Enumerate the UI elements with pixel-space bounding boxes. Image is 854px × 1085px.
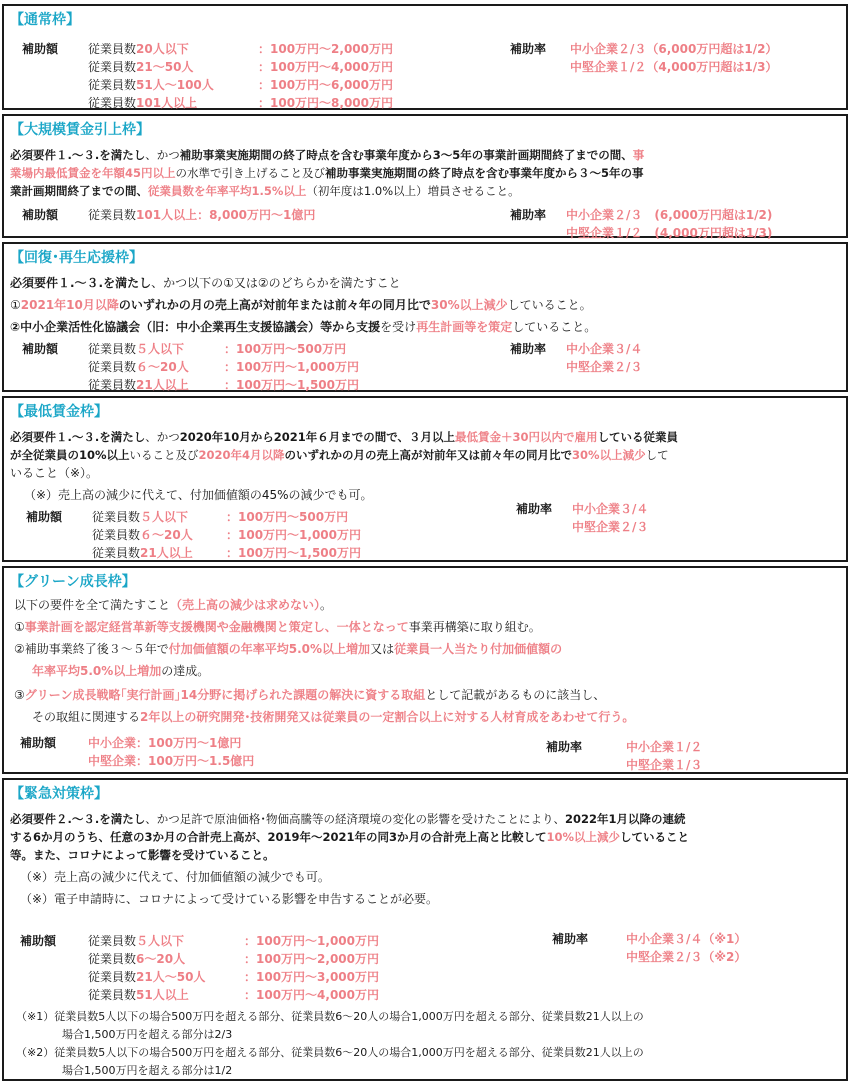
requirement-line-4: 年率平均5.0%以上増加の達成。 (32, 664, 210, 678)
rate-row-2: 中堅企業１/２ (4,000万円超は1/3) (566, 226, 773, 240)
employee-row-3: 従業員数21人以上 (88, 378, 189, 392)
subsidy-amount-label: 補助額 (20, 934, 57, 948)
requirement-line-6: その取組に関連する2年以上の研究開発･技術開発又は従業員の一定割合以上に対する人材育成をあわせて行う。 (32, 710, 635, 724)
section-large-wage-increase (2, 114, 848, 238)
employee-row-1: 従業員数５人以下 (92, 510, 189, 524)
note-line-1: （※）売上高の減少に代えて、付加価値額の減少でも可。 (20, 870, 330, 884)
requirement-line-3: ②中小企業活性化協議会（旧：中小企業再生支援協議会）等から支援を受け再生計画等を策定していること。 (10, 320, 597, 334)
section-title: 【大規模賃金引上枠】 (10, 122, 150, 138)
section-minimum-wage (2, 396, 848, 562)
section-title: 【緊急対策枠】 (10, 786, 108, 802)
requirement-line-2: する6か月のうち、任意の3か月の合計売上高が、2019年～2021年の同3か月の合計売上高と比較して10%以上減少していること (10, 830, 690, 844)
section-emergency (2, 778, 848, 1081)
employee-row-2: 従業員数6～20人 (88, 952, 186, 966)
amount-row-2: 中堅企業：100万円～1.5億円 (88, 754, 255, 768)
rate-row-1: 中小企業２/３（6,000万円超は1/2） (570, 42, 778, 56)
amount-row-1: ：100万円～500万円 (226, 510, 349, 524)
rate-row-2: 中堅企業２/３ (566, 360, 643, 374)
requirement-line-2: ①事業計画を認定経営革新等支援機関や金融機関と策定し、一体となって事業再構築に取り組む。 (14, 620, 541, 634)
section-regular (2, 4, 848, 110)
footnote-2-line-1: （※2）従業員数5人以下の場合500万円を超える部分、従業員数6～20人の場合1,000万円を超える部分、従業員数21人以上の (16, 1046, 644, 1059)
requirement-line-3: 等。また、コロナによって影響を受けていること。 (10, 848, 275, 862)
section-title: 【最低賃金枠】 (10, 404, 108, 420)
requirement-line-1: 必須要件２.～３.を満たし、かつ足許で原油価格･物価高騰等の経済環境の変化の影響を受けたことにより、2022年1月以降の連続 (10, 812, 686, 826)
subsidy-rate-label: 補助率 (510, 208, 547, 222)
section-green-growth (2, 566, 848, 774)
subsidy-amount-label: 補助額 (20, 736, 57, 750)
subsidy-amount-label: 補助額 (22, 342, 59, 356)
note-line-2: （※）電子申請時に、コロナによって受けている影響を申告することが必要。 (20, 892, 439, 906)
employee-row-1: 従業員数101人以上：8,000万円～1億円 (88, 208, 316, 222)
amount-row-3: ：100万円～1,500万円 (226, 546, 362, 560)
employee-row-3: 従業員数51人～100人 (88, 78, 214, 92)
amount-row-1: ：100万円～1,000万円 (244, 934, 380, 948)
rate-row-1: 中小企業３/４（※1） (626, 932, 747, 946)
requirement-line-2: ①2021年10月以降のいずれかの月の売上高が対前年または前々年の同月比で30%以上減少していること。 (10, 298, 592, 312)
subsidy-rate-label: 補助率 (510, 42, 547, 56)
requirement-line-2: が全従業員の10%以上いること及び2020年4月以降のいずれかの月の売上高が対前年又は前々年の同月比で30%以上減少して (10, 448, 669, 462)
amount-row-3: ：100万円～3,000万円 (244, 970, 380, 984)
amount-row-1: ：100万円～500万円 (224, 342, 347, 356)
requirement-line-1: 必須要件１.～３.を満たし、かつ2020年10月から2021年６月までの間で、３月以上最低賃金＋30円以内で雇用している従業員 (10, 430, 679, 444)
requirement-line-3: いること（※）。 (10, 466, 99, 480)
rate-row-2: 中堅企業１/２（4,000万円超は1/3） (570, 60, 778, 74)
footnote-2-line-2: 場合1,500万円を超える部分は1/2 (62, 1064, 233, 1077)
subsidy-rate-label: 補助率 (546, 740, 583, 754)
employee-row-2: 従業員数６～20人 (92, 528, 193, 542)
subsidy-rate-label: 補助率 (510, 342, 547, 356)
amount-row-2: ：100万円～2,000万円 (244, 952, 380, 966)
amount-row-2: ：100万円～4,000万円 (258, 60, 394, 74)
requirement-line-2: 業場内最低賃金を年額45円以上の水準で引き上げること及び補助事業実施期間の終了時点を含む事業年度から３～5年の事 (10, 166, 644, 180)
employee-row-1: 従業員数20人以下 (88, 42, 189, 56)
amount-row-3: ：100万円～6,000万円 (258, 78, 394, 92)
amount-row-2: ：100万円～1,000万円 (226, 528, 362, 542)
subsidy-amount-label: 補助額 (22, 42, 59, 56)
amount-row-2: ：100万円～1,000万円 (224, 360, 360, 374)
employee-row-3: 従業員数21人～50人 (88, 970, 206, 984)
subsidy-rate-label: 補助率 (516, 502, 553, 516)
employee-row-4: 従業員数101人以上 (88, 96, 198, 110)
section-title: 【回復･再生応援枠】 (10, 250, 143, 266)
rate-row-2: 中堅企業２/３（※2） (626, 950, 747, 964)
section-recovery-support (2, 242, 848, 392)
requirement-line-3: ②補助事業終了後３～５年で付加価値額の年率平均5.0%以上増加又は従業員一人当たり付加価値額の (14, 642, 563, 656)
rate-row-1: 中小企業３/４ (572, 502, 649, 516)
section-title: 【グリーン成長枠】 (10, 574, 136, 590)
amount-row-4: ：100万円～4,000万円 (244, 988, 380, 1002)
amount-row-4: ：100万円～8,000万円 (258, 96, 394, 110)
footnote-1-line-1: （※1）従業員数5人以下の場合500万円を超える部分、従業員数6～20人の場合1,000万円を超える部分、従業員数21人以上の (16, 1010, 644, 1023)
rate-row-1: 中小企業２/３ (6,000万円超は1/2) (566, 208, 773, 222)
employee-row-1: 従業員数５人以下 (88, 342, 185, 356)
rate-row-1: 中小企業３/４ (566, 342, 643, 356)
employee-row-4: 従業員数51人以上 (88, 988, 189, 1002)
requirement-line-5: ③グリーン成長戦略｢実行計画｣14分野に掲げられた課題の解決に資する取組として記載があるものに該当し、 (14, 688, 606, 702)
requirement-line-3: 業計画期間終了までの間、従業員数を年率平均1.5%以上（初年度は1.0%以上）増員させること。 (10, 184, 520, 198)
footnote-1-line-2: 場合1,500万円を超える部分は2/3 (62, 1028, 233, 1041)
rate-row-2: 中堅企業１/３ (626, 758, 703, 772)
rate-row-2: 中堅企業２/３ (572, 520, 649, 534)
subsidy-rate-label: 補助率 (552, 932, 589, 946)
employee-row-3: 従業員数21人以上 (92, 546, 193, 560)
section-title: 【通常枠】 (10, 12, 80, 28)
requirement-line-1: 必須要件１.～３.を満たし、かつ補助事業実施期間の終了時点を含む事業年度から3～5年の事業計画期間終了までの間、事 (10, 148, 645, 162)
subsidy-amount-label: 補助額 (26, 510, 63, 524)
requirement-line-1: 必須要件１.～３.を満たし、かつ以下の①又は②のどちらかを満たすこと (10, 276, 401, 290)
requirement-line-1: 以下の要件を全て満たすこと（売上高の減少は求めない）。 (14, 598, 333, 612)
employee-row-2: 従業員数21～50人 (88, 60, 194, 74)
rate-row-1: 中小企業１/２ (626, 740, 703, 754)
employee-row-2: 従業員数６～20人 (88, 360, 189, 374)
amount-row-3: ：100万円～1,500万円 (224, 378, 360, 392)
amount-row-1: ：100万円～2,000万円 (258, 42, 394, 56)
subsidy-amount-label: 補助額 (22, 208, 59, 222)
amount-row-1: 中小企業：100万円～1億円 (88, 736, 242, 750)
employee-row-1: 従業員数５人以下 (88, 934, 185, 948)
note-line: （※）売上高の減少に代えて、付加価値額の45%の減少でも可。 (24, 488, 373, 502)
